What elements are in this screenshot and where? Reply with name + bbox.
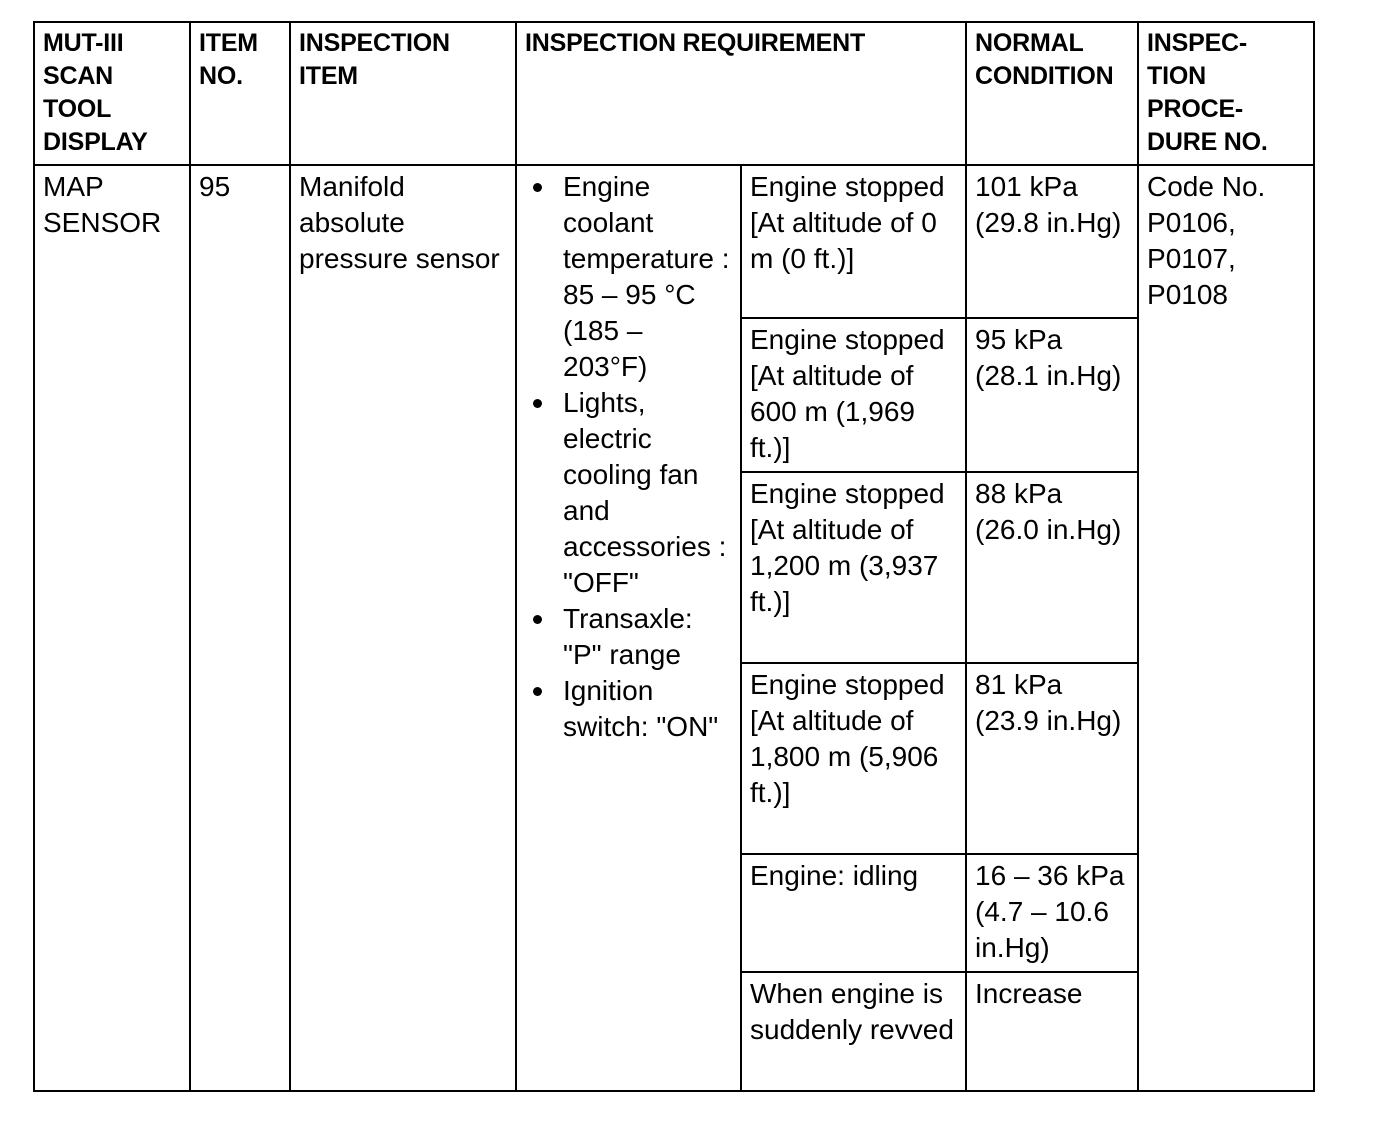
inspection-item-cell: Manifold absolute pressure sensor xyxy=(290,165,516,1091)
condition-requirement-cell: Engine stopped [At altitude of 600 m (1,969 ft.)] xyxy=(741,318,966,472)
header-procedure-no: INSPEC-TION PROCE-DURE NO. xyxy=(1138,22,1314,165)
condition-requirement-cell: Engine stopped [At altitude of 0 m (0 ft.)] xyxy=(741,165,966,318)
normal-condition-cell: 88 kPa (26.0 in.Hg) xyxy=(966,472,1138,663)
bullet-icon xyxy=(533,183,542,192)
normal-condition-cell: 16 – 36 kPa (4.7 – 10.6 in.Hg) xyxy=(966,854,1138,972)
bullet-icon xyxy=(533,399,542,408)
condition-requirement-cell: Engine stopped [At altitude of 1,200 m (3,937 ft.)] xyxy=(741,472,966,663)
list-item: Ignition switch: "ON" xyxy=(525,673,732,745)
procedure-no-cell: Code No. P0106, P0107, P0108 xyxy=(1138,165,1314,1091)
list-item: Transaxle: "P" range xyxy=(525,601,732,673)
header-item-no: ITEM NO. xyxy=(190,22,290,165)
table-row xyxy=(34,165,1314,318)
header-scan-tool-display: MUT-III SCAN TOOL DISPLAY xyxy=(34,22,190,165)
bullet-icon xyxy=(533,687,542,696)
normal-condition-cell: 101 kPa (29.8 in.Hg) xyxy=(966,165,1138,318)
header-row xyxy=(34,22,1314,165)
list-item: Lights, electric cooling fan and accessories : "OFF" xyxy=(525,385,732,601)
scan-tool-display-cell: MAP SENSOR xyxy=(34,165,190,1091)
condition-requirement-cell: Engine: idling xyxy=(741,854,966,972)
condition-requirement-cell: When engine is suddenly revved xyxy=(741,972,966,1091)
condition-requirement-cell: Engine stopped [At altitude of 1,800 m (5,906 ft.)] xyxy=(741,663,966,854)
normal-condition-cell: 95 kPa (28.1 in.Hg) xyxy=(966,318,1138,472)
item-no-cell: 95 xyxy=(190,165,290,1091)
requirements-list xyxy=(525,169,732,745)
list-item: Engine coolant temperature : 85 – 95 °C (185 – 203°F) xyxy=(525,169,732,385)
header-inspection-requirement: INSPECTION REQUIREMENT xyxy=(516,22,966,165)
normal-condition-cell: Increase xyxy=(966,972,1138,1091)
bullet-icon xyxy=(533,615,542,624)
requirements-cell xyxy=(516,165,741,1091)
inspection-table xyxy=(33,21,1315,1092)
header-inspection-item: INSPECTION ITEM xyxy=(290,22,516,165)
header-normal-condition: NORMAL CONDITION xyxy=(966,22,1138,165)
normal-condition-cell: 81 kPa (23.9 in.Hg) xyxy=(966,663,1138,854)
